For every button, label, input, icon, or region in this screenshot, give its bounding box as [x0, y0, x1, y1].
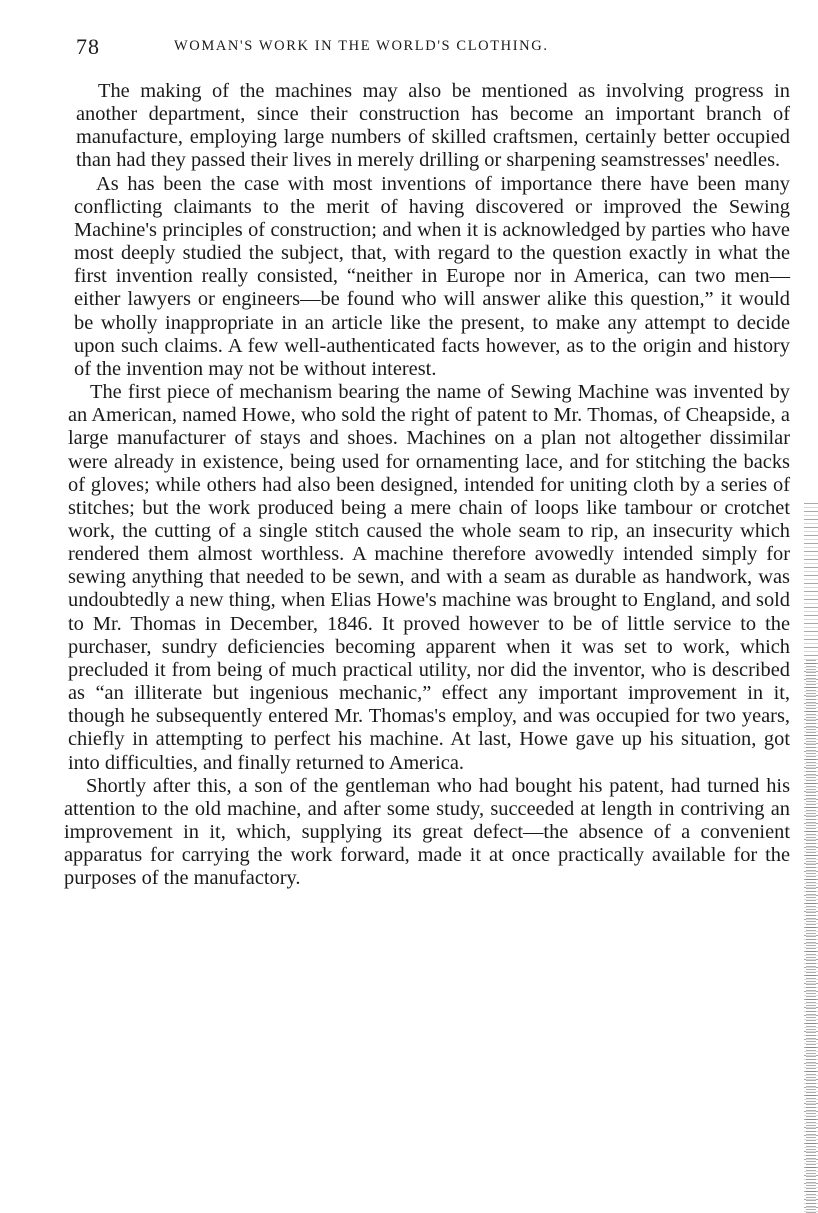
page-header	[76, 34, 788, 62]
paragraph-improvement: Shortly after this, a son of the gentleman who had bought his patent, had turned his attention to the old machine, and after some study, succeeded at length in contriving an improvement in it, which, supplying its great defect—the absence of a convenient apparatus for carrying the work forward, made it at once practically available for the purposes of the manufactory.	[64, 774, 790, 890]
paragraph-claimants: As has been the case with most inventions of importance there have been many conflicting claimants to the merit of having discovered or improved the Sewing Machine's principles of construction; and when it is acknowledged by parties who have most deeply studied the subject, that, with regard to the question exactly in what the first invention really consisted, “neither in Europe nor in America, can two men—either lawyers or engineers—be found who will answer alike this question,” it would be wholly inappropriate in an article like the present, to make any attempt to decide upon such claims. A few well-authenticated facts however, as to the origin and history of the invention may not be without interest.	[74, 172, 790, 380]
page-number: 78	[76, 34, 100, 59]
paragraph-machine-making: The making of the machines may also be mentioned as involving progress in another department, since their construction has become an important branch of manufacture, employing large numbers of skilled craftsmen, certainly better occupied than had they passed their lives in merely drilling or sharpening seamstresses' needles.	[76, 80, 790, 172]
paragraph-howe-machine: The first piece of mechanism bearing the name of Sewing Machine was invented by an American, named Howe, who sold the right of patent to Mr. Thomas, of Cheapside, a large manufacturer of stays and shoes. Machines on a plan not altogether dissimilar were already in existence, being used for ornamenting lace, and for stitching the backs of gloves; while others had also been designed, intended for uniting cloth by a series of stitches; but the work produced being a mere chain of loops like tambour or crotchet work, the cutting of a single stitch caused the whole seam to rip, an insecurity which rendered them almost worthless. A machine therefore avowedly intended simply for sewing anything that needed to be sewn, and with a seam as durable as handwork, was undoubtedly a new thing, when Elias Howe's machine was brought to England, and sold to Mr. Thomas in December, 1846. It proved however to be of little service to the purchaser, sundry deficiencies becoming apparent when it was set to work, which precluded it from being of much practical utility, nor did the inventor, who is described as “an illiterate but ingenious mechanic,” effect any important improvement in it, though he subsequently entered Mr. Thomas's employ, and was occupied for two years, chiefly in attempting to perfect his machine. At last, Howe gave up his situation, got into difficulties, and finally returned to America.	[68, 381, 790, 774]
body-text	[64, 80, 790, 890]
page-edge-shadow	[806, 660, 816, 1213]
running-title: WOMAN'S WORK IN THE WORLD'S CLOTHING.	[174, 38, 549, 54]
